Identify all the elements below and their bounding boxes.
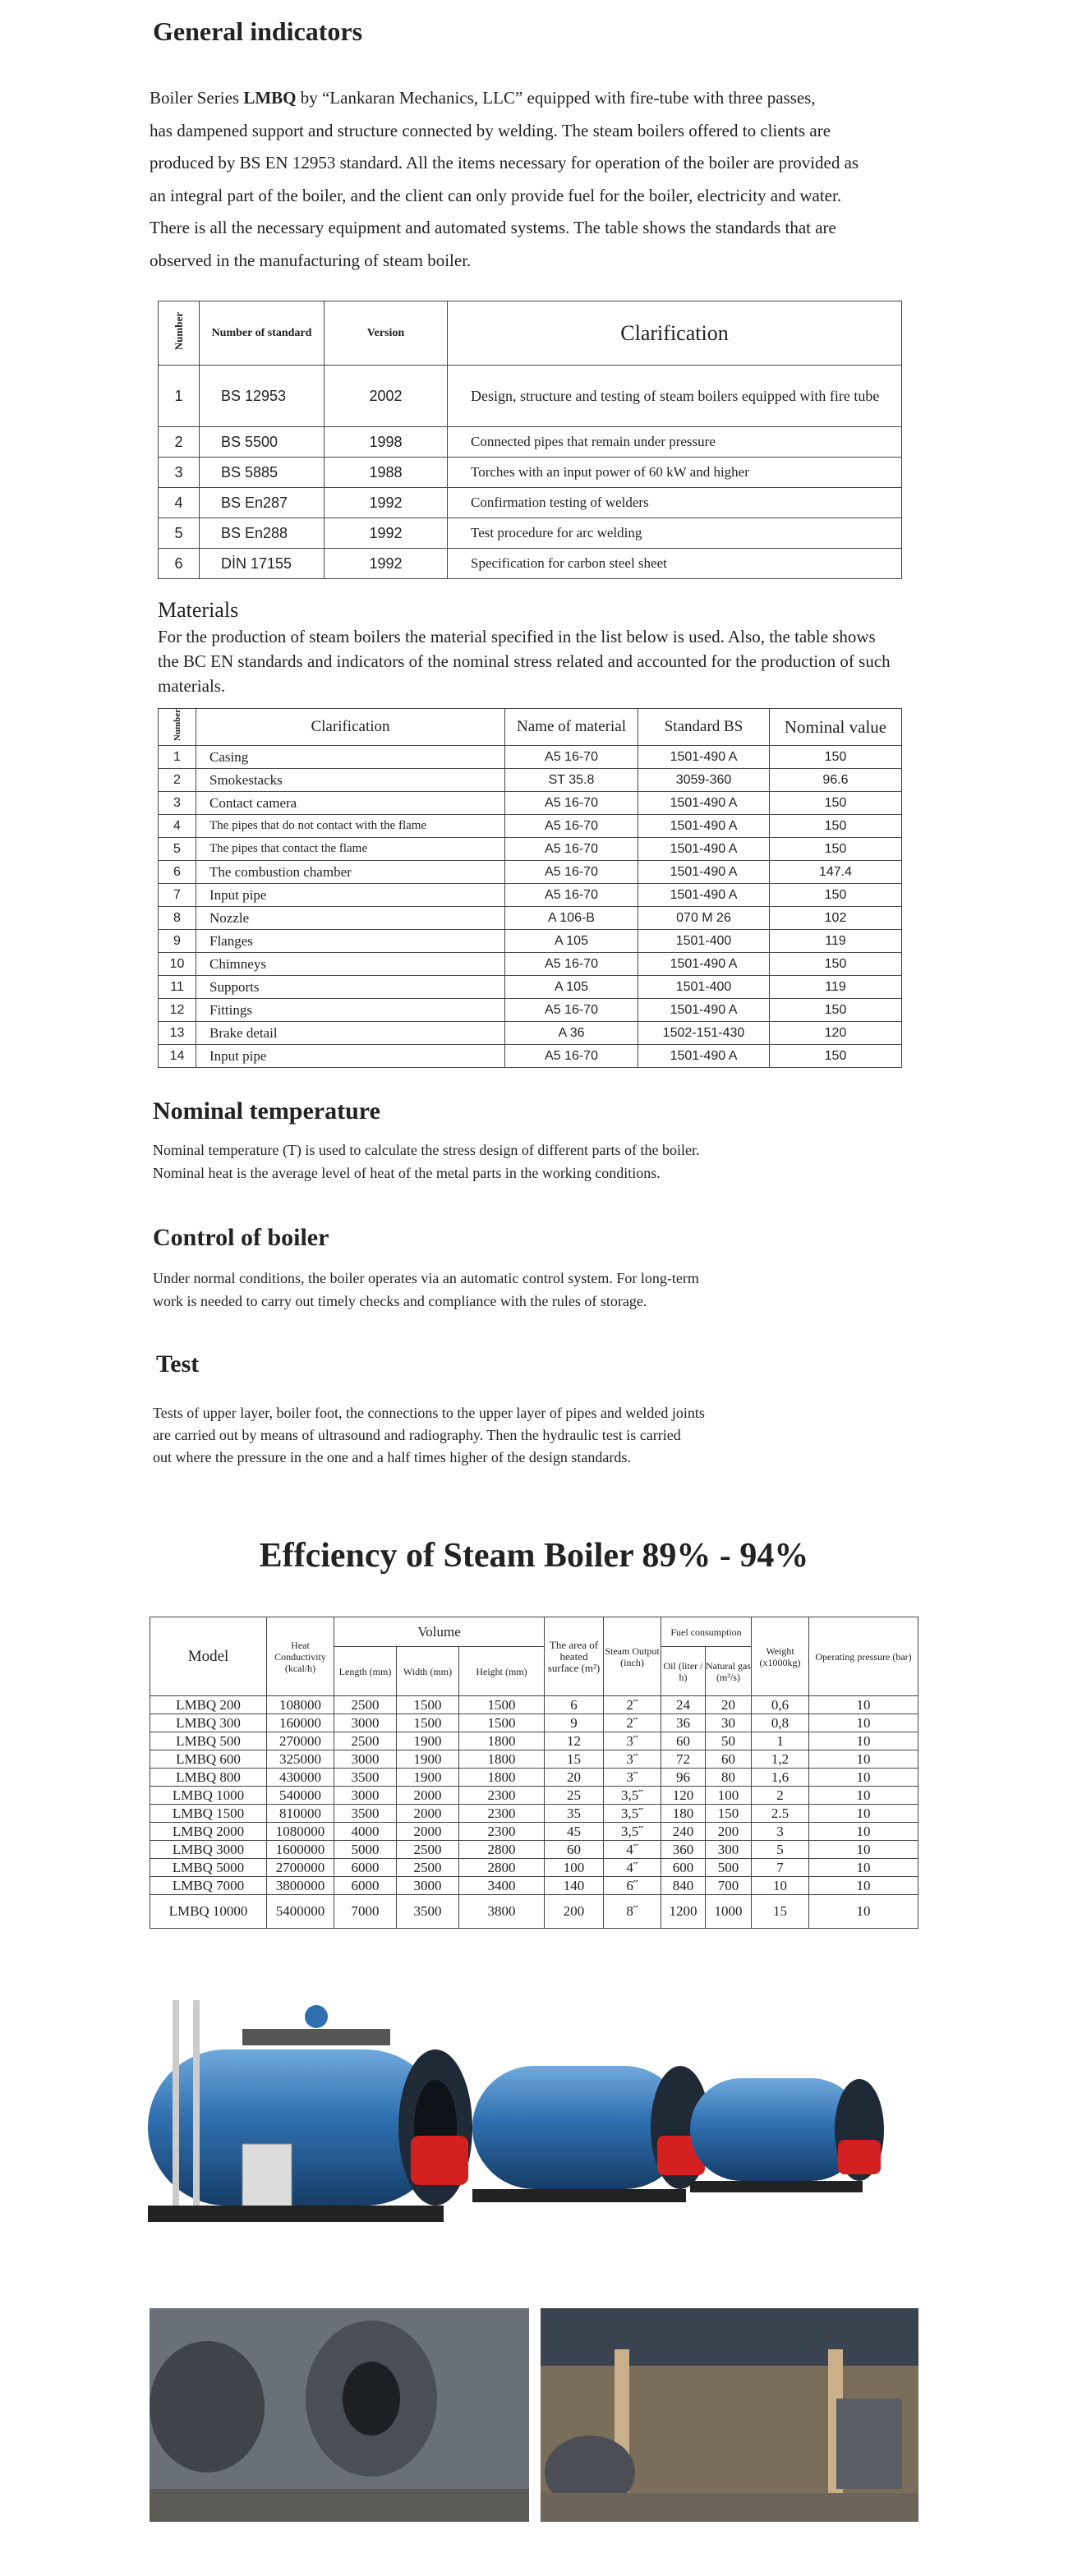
- table-cell: 20: [545, 1769, 604, 1787]
- table-cell: 1501-490 A: [638, 1045, 770, 1068]
- table-row: [159, 518, 902, 549]
- col-number: Number: [159, 301, 200, 366]
- table-cell: 12: [159, 999, 196, 1022]
- table-row: [159, 769, 902, 792]
- table-cell: 10: [809, 1787, 918, 1805]
- efficiency-table: [150, 1617, 918, 1929]
- table-cell: 180: [661, 1805, 706, 1823]
- table-cell: 6: [545, 1696, 604, 1714]
- table-cell: 3000: [397, 1877, 459, 1895]
- col-standard: Number of standard: [200, 301, 325, 366]
- steam-boilers-image: [148, 1984, 920, 2259]
- table-header-row: [159, 301, 902, 366]
- table-cell: 60: [545, 1841, 604, 1859]
- table-cell: 10: [809, 1732, 918, 1750]
- table-row: [150, 1895, 918, 1929]
- table-cell: A5 16-70: [505, 953, 638, 976]
- table-cell: 72: [661, 1750, 706, 1769]
- table-cell: 270000: [267, 1732, 334, 1750]
- table-cell: Contact camera: [196, 792, 505, 815]
- table-cell: 240: [661, 1823, 706, 1841]
- table-cell: 4: [159, 815, 196, 838]
- table-cell: 1501-490 A: [638, 838, 770, 861]
- table-cell: 2500: [334, 1696, 397, 1714]
- table-cell: 2800: [459, 1859, 545, 1877]
- table-cell: 12: [545, 1732, 604, 1750]
- table-cell: 150: [770, 746, 902, 769]
- table-cell: Connected pipes that remain under pressure: [448, 427, 902, 458]
- table-cell: 5: [159, 518, 200, 549]
- table-row: [159, 488, 902, 518]
- table-cell: 2000: [397, 1805, 459, 1823]
- table-cell: 102: [770, 907, 902, 930]
- table-cell: The combustion chamber: [196, 861, 505, 884]
- table-cell: Test procedure for arc welding: [448, 518, 902, 549]
- table-row: [150, 1805, 918, 1823]
- table-cell: 15: [545, 1750, 604, 1769]
- table-cell: 0,6: [752, 1696, 809, 1714]
- table-cell: 7: [159, 884, 196, 907]
- table-row: [159, 1022, 902, 1045]
- table-cell: BS 5500: [200, 427, 325, 458]
- small-boiler: [690, 2078, 884, 2192]
- table-cell: 2002: [325, 366, 448, 427]
- factory-photo-left: [150, 2308, 529, 2522]
- table-cell: 119: [770, 930, 902, 953]
- table-row: [159, 1045, 902, 1068]
- table-cell: 4000: [334, 1823, 397, 1841]
- table-cell: A5 16-70: [505, 861, 638, 884]
- table-cell: 150: [770, 815, 902, 838]
- table-cell: BS En287: [200, 488, 325, 518]
- table-cell: A 105: [505, 930, 638, 953]
- col-height: Height (mm): [459, 1647, 545, 1696]
- table-cell: 4˝: [604, 1859, 661, 1877]
- table-cell: 5000: [334, 1841, 397, 1859]
- table-cell: 3,5˝: [604, 1805, 661, 1823]
- table-cell: 2500: [397, 1859, 459, 1877]
- col-model: Model: [150, 1617, 267, 1696]
- table-cell: Specification for carbon steel sheet: [448, 549, 902, 579]
- table-cell: 30: [706, 1714, 752, 1732]
- table-cell: 80: [706, 1769, 752, 1787]
- table-cell: A 105: [505, 976, 638, 999]
- table-cell: 1200: [661, 1895, 706, 1929]
- table-row: [159, 907, 902, 930]
- table-cell: 2700000: [267, 1859, 334, 1877]
- table-cell: 14: [159, 1045, 196, 1068]
- table-cell: Fittings: [196, 999, 505, 1022]
- table-cell: 1501-400: [638, 930, 770, 953]
- table-cell: 2˝: [604, 1696, 661, 1714]
- table-cell: 1800: [459, 1769, 545, 1787]
- table-cell: 3059-360: [638, 769, 770, 792]
- table-cell: 8: [159, 907, 196, 930]
- table-row: [159, 930, 902, 953]
- table-cell: LMBQ 200: [150, 1696, 267, 1714]
- table-cell: 700: [706, 1877, 752, 1895]
- table-cell: 540000: [267, 1787, 334, 1805]
- table-cell: A5 16-70: [505, 884, 638, 907]
- control-text: Under normal conditions, the boiler operates via an automatic control system. For long-term work is needed to carry out timely checks and compliance with the rules of storage.: [153, 1270, 699, 1309]
- table-cell: Input pipe: [196, 884, 505, 907]
- table-cell: 1501-490 A: [638, 884, 770, 907]
- table-row: [159, 458, 902, 488]
- table-cell: BS En288: [200, 518, 325, 549]
- table-row: [150, 1787, 918, 1805]
- table-cell: 3,5˝: [604, 1787, 661, 1805]
- col-gas: Natural gas (m³/s): [706, 1647, 752, 1696]
- table-cell: 500: [706, 1859, 752, 1877]
- table-cell: 13: [159, 1022, 196, 1045]
- materials-text: For the production of steam boilers the material specified in the list below is used. Also, the table shows the BC EN standards and indicators of the nominal stress related and accounted for the production of such materials.: [158, 627, 891, 696]
- table-cell: 120: [770, 1022, 902, 1045]
- test-title: Test: [156, 1350, 200, 1378]
- table-cell: 2800: [459, 1841, 545, 1859]
- table-cell: 10: [809, 1714, 918, 1732]
- table-cell: 3500: [334, 1769, 397, 1787]
- table-cell: 1,2: [752, 1750, 809, 1769]
- table-cell: 1501-490 A: [638, 815, 770, 838]
- table-cell: 1800: [459, 1732, 545, 1750]
- col-steam: Steam Output (inch): [604, 1617, 661, 1696]
- table-cell: 5: [752, 1841, 809, 1859]
- table-cell: LMBQ 500: [150, 1732, 267, 1750]
- table-cell: Brake detail: [196, 1022, 505, 1045]
- table-row: [150, 1823, 918, 1841]
- table-cell: 20: [706, 1696, 752, 1714]
- table-row: [159, 549, 902, 579]
- table-cell: 1501-490 A: [638, 792, 770, 815]
- table-cell: 3800: [459, 1895, 545, 1929]
- general-title: General indicators: [153, 16, 363, 46]
- col-oil: Oil (liter / h): [661, 1647, 706, 1696]
- table-cell: LMBQ 3000: [150, 1841, 267, 1859]
- efficiency-title: Effciency of Steam Boiler 89% - 94%: [259, 1537, 809, 1575]
- col-weight: Weight (x1000kg): [752, 1617, 809, 1696]
- table-cell: 7: [752, 1859, 809, 1877]
- table-row: [159, 884, 902, 907]
- table-cell: 4˝: [604, 1841, 661, 1859]
- table-cell: 3˝: [604, 1769, 661, 1787]
- nominal-title: Nominal temperature: [153, 1097, 380, 1125]
- table-cell: 1000: [706, 1895, 752, 1929]
- table-cell: 1501-490 A: [638, 746, 770, 769]
- medium-boiler: [472, 2066, 710, 2202]
- table-cell: 5400000: [267, 1895, 334, 1929]
- table-cell: A 36: [505, 1022, 638, 1045]
- materials-table: [158, 708, 902, 1068]
- table-cell: 1: [159, 746, 196, 769]
- table-cell: 1502-151-430: [638, 1022, 770, 1045]
- col-fuel: Fuel consumption: [661, 1617, 752, 1647]
- col-heat: Heat Conductivity (kcal/h): [267, 1617, 334, 1696]
- table-cell: LMBQ 1000: [150, 1787, 267, 1805]
- table-cell: The pipes that do not contact with the flame: [196, 815, 505, 838]
- table-cell: 2300: [459, 1805, 545, 1823]
- table-cell: 6: [159, 861, 196, 884]
- table-cell: Confirmation testing of welders: [448, 488, 902, 518]
- table-cell: 3000: [334, 1750, 397, 1769]
- table-cell: 1501-490 A: [638, 999, 770, 1022]
- table-cell: 810000: [267, 1805, 334, 1823]
- table-cell: Casing: [196, 746, 505, 769]
- table-cell: LMBQ 10000: [150, 1895, 267, 1929]
- table-cell: 840: [661, 1877, 706, 1895]
- table-cell: Chimneys: [196, 953, 505, 976]
- table-cell: 5: [159, 838, 196, 861]
- table-cell: 1: [752, 1732, 809, 1750]
- table-row: [150, 1714, 918, 1732]
- table-cell: 8˝: [604, 1895, 661, 1929]
- table-cell: Input pipe: [196, 1045, 505, 1068]
- table-row: [150, 1877, 918, 1895]
- table-cell: 100: [545, 1859, 604, 1877]
- nominal-text: Nominal temperature (T) is used to calculate the stress design of different parts of the boiler. Nominal heat is the average level of heat of the metal parts in the working conditions.: [153, 1142, 700, 1181]
- table-cell: 24: [661, 1696, 706, 1714]
- control-title: Control of boiler: [153, 1224, 329, 1251]
- table-row: [150, 1841, 918, 1859]
- table-cell: LMBQ 800: [150, 1769, 267, 1787]
- table-cell: 325000: [267, 1750, 334, 1769]
- table-cell: 2000: [397, 1823, 459, 1841]
- table-cell: 140: [545, 1877, 604, 1895]
- table-cell: 1998: [325, 427, 448, 458]
- factory-photo-right: [541, 2308, 918, 2522]
- table-cell: 1992: [325, 549, 448, 579]
- col-length: Length (mm): [334, 1647, 397, 1696]
- col-width: Width (mm): [397, 1647, 459, 1696]
- table-cell: A5 16-70: [505, 792, 638, 815]
- table-cell: 3500: [334, 1805, 397, 1823]
- col-volume: Volume: [334, 1617, 545, 1647]
- table-cell: 3: [159, 458, 200, 488]
- table-row: [159, 861, 902, 884]
- table-cell: 160000: [267, 1714, 334, 1732]
- table-cell: 7000: [334, 1895, 397, 1929]
- table-cell: 2300: [459, 1823, 545, 1841]
- table-cell: 1080000: [267, 1823, 334, 1841]
- table-cell: 200: [706, 1823, 752, 1841]
- table-cell: 150: [770, 838, 902, 861]
- table-cell: 119: [770, 976, 902, 999]
- table-cell: 0,8: [752, 1714, 809, 1732]
- table-cell: 6000: [334, 1877, 397, 1895]
- table-cell: A5 16-70: [505, 838, 638, 861]
- table-cell: 1: [159, 366, 200, 427]
- table-cell: A5 16-70: [505, 746, 638, 769]
- table-cell: 10: [809, 1805, 918, 1823]
- table-cell: 147.4: [770, 861, 902, 884]
- table-cell: 9: [159, 930, 196, 953]
- table-cell: 3: [752, 1823, 809, 1841]
- col-version: Version: [325, 301, 448, 366]
- table-cell: A5 16-70: [505, 1045, 638, 1068]
- table-cell: 60: [706, 1750, 752, 1769]
- table-cell: 2: [752, 1787, 809, 1805]
- table-cell: 10: [809, 1769, 918, 1787]
- table-cell: LMBQ 600: [150, 1750, 267, 1769]
- intro-paragraph: Boiler Series LMBQ by “Lankaran Mechanics, LLC” equipped with fire-tube with three passes, has dampened support and structure connected by welding. The steam boilers offered to clients are produced by BS EN 12953 standard. All the items necessary for operation of the boiler are provided as an integral part of the boiler, and the client can only provide fuel for the boiler, electricity and water. There is all the necessary equipment and automated systems. The table shows the standards that are observed in the manufacturing of steam boiler.: [150, 88, 859, 270]
- col-clarification: Clarification: [448, 301, 902, 366]
- standards-table: [158, 301, 902, 579]
- table-cell: 1800: [459, 1750, 545, 1769]
- table-cell: 60: [661, 1732, 706, 1750]
- table-row: [150, 1732, 918, 1750]
- table-cell: The pipes that contact the flame: [196, 838, 505, 861]
- table-cell: 10: [809, 1895, 918, 1929]
- table-row: [159, 427, 902, 458]
- table-cell: 600: [661, 1859, 706, 1877]
- col-area: The area of heated surface (m²): [545, 1617, 604, 1696]
- table-cell: 10: [809, 1696, 918, 1714]
- table-cell: Design, structure and testing of steam boilers equipped with fire tube: [448, 366, 902, 427]
- table-row: [159, 792, 902, 815]
- table-cell: 10: [809, 1859, 918, 1877]
- table-cell: 1988: [325, 458, 448, 488]
- table-cell: 150: [706, 1805, 752, 1823]
- table-cell: 070 M 26: [638, 907, 770, 930]
- large-boiler: [148, 2000, 472, 2222]
- table-cell: 1500: [459, 1714, 545, 1732]
- table-row: [150, 1769, 918, 1787]
- table-cell: LMBQ 2000: [150, 1823, 267, 1841]
- table-cell: 4: [159, 488, 200, 518]
- table-cell: 3800000: [267, 1877, 334, 1895]
- table-cell: 2300: [459, 1787, 545, 1805]
- table-cell: 10: [809, 1750, 918, 1769]
- table-cell: 1501-400: [638, 976, 770, 999]
- table-cell: 1992: [325, 488, 448, 518]
- table-cell: 2: [159, 427, 200, 458]
- table-row: [159, 999, 902, 1022]
- table-cell: 15: [752, 1895, 809, 1929]
- table-cell: 10: [809, 1841, 918, 1859]
- table-cell: 1992: [325, 518, 448, 549]
- table-cell: 360: [661, 1841, 706, 1859]
- table-cell: 150: [770, 1045, 902, 1068]
- table-cell: Smokestacks: [196, 769, 505, 792]
- table-cell: 2500: [334, 1732, 397, 1750]
- table-cell: 9: [545, 1714, 604, 1732]
- table-row: [159, 976, 902, 999]
- table-row: [159, 838, 902, 861]
- table-cell: LMBQ 300: [150, 1714, 267, 1732]
- table-cell: 36: [661, 1714, 706, 1732]
- table-cell: 150: [770, 953, 902, 976]
- table-cell: 11: [159, 976, 196, 999]
- table-cell: 2000: [397, 1787, 459, 1805]
- table-cell: Torches with an input power of 60 kW and higher: [448, 458, 902, 488]
- table-cell: 25: [545, 1787, 604, 1805]
- table-cell: 2: [159, 769, 196, 792]
- table-row: [150, 1696, 918, 1714]
- table-cell: 1600000: [267, 1841, 334, 1859]
- table-cell: 6˝: [604, 1877, 661, 1895]
- table-cell: 10: [809, 1823, 918, 1841]
- table-cell: 1,6: [752, 1769, 809, 1787]
- table-cell: 120: [661, 1787, 706, 1805]
- table-cell: 150: [770, 999, 902, 1022]
- table-cell: 108000: [267, 1696, 334, 1714]
- table-row: [150, 1859, 918, 1877]
- table-cell: 1500: [397, 1714, 459, 1732]
- table-cell: 300: [706, 1841, 752, 1859]
- table-row: [159, 815, 902, 838]
- table-cell: 3000: [334, 1787, 397, 1805]
- table-cell: 35: [545, 1805, 604, 1823]
- table-cell: LMBQ 7000: [150, 1877, 267, 1895]
- table-cell: 1500: [459, 1696, 545, 1714]
- table-cell: 100: [706, 1787, 752, 1805]
- table-cell: Nozzle: [196, 907, 505, 930]
- table-cell: 10: [809, 1877, 918, 1895]
- table-cell: 3˝: [604, 1750, 661, 1769]
- table-cell: 10: [752, 1877, 809, 1895]
- table-cell: 3: [159, 792, 196, 815]
- table-cell: LMBQ 1500: [150, 1805, 267, 1823]
- table-row: [159, 366, 902, 427]
- materials-title: Materials: [158, 598, 239, 622]
- table-header-row: Number Clarification Name of material Standard BS Nominal value: [159, 709, 902, 746]
- table-cell: BS 12953: [200, 366, 325, 427]
- table-cell: 1500: [397, 1696, 459, 1714]
- table-cell: 1501-490 A: [638, 861, 770, 884]
- table-cell: 96: [661, 1769, 706, 1787]
- table-row: [159, 953, 902, 976]
- table-cell: 2500: [397, 1841, 459, 1859]
- table-cell: 6000: [334, 1859, 397, 1877]
- table-cell: LMBQ 5000: [150, 1859, 267, 1877]
- table-cell: Supports: [196, 976, 505, 999]
- table-row: [159, 746, 902, 769]
- table-cell: 6: [159, 549, 200, 579]
- table-cell: 3400: [459, 1877, 545, 1895]
- table-cell: Flanges: [196, 930, 505, 953]
- table-cell: 2.5: [752, 1805, 809, 1823]
- table-cell: 1900: [397, 1732, 459, 1750]
- table-cell: 10: [159, 953, 196, 976]
- table-cell: 150: [770, 792, 902, 815]
- table-row: [150, 1750, 918, 1769]
- table-cell: 45: [545, 1823, 604, 1841]
- table-cell: 1900: [397, 1769, 459, 1787]
- table-cell: 430000: [267, 1769, 334, 1787]
- table-cell: 3000: [334, 1714, 397, 1732]
- table-cell: 1900: [397, 1750, 459, 1769]
- table-cell: A 106-B: [505, 907, 638, 930]
- table-cell: A5 16-70: [505, 815, 638, 838]
- table-cell: 1501-490 A: [638, 953, 770, 976]
- table-cell: 50: [706, 1732, 752, 1750]
- table-cell: 150: [770, 884, 902, 907]
- table-cell: ST 35.8: [505, 769, 638, 792]
- table-cell: 2˝: [604, 1714, 661, 1732]
- table-cell: 3,5˝: [604, 1823, 661, 1841]
- table-cell: 3500: [397, 1895, 459, 1929]
- table-cell: 96.6: [770, 769, 902, 792]
- table-cell: DİN 17155: [200, 549, 325, 579]
- col-pressure: Operating pressure (bar): [809, 1617, 918, 1696]
- table-cell: 3˝: [604, 1732, 661, 1750]
- test-text: Tests of upper layer, boiler foot, the connections to the upper layer of pipes and welded joints are carried out by means of ultrasound and radiography. Then the hydraulic test is carried out where the pressure in the one and a half times higher of the design standards.: [153, 1405, 705, 1465]
- table-cell: BS 5885: [200, 458, 325, 488]
- table-cell: 200: [545, 1895, 604, 1929]
- table-cell: A5 16-70: [505, 999, 638, 1022]
